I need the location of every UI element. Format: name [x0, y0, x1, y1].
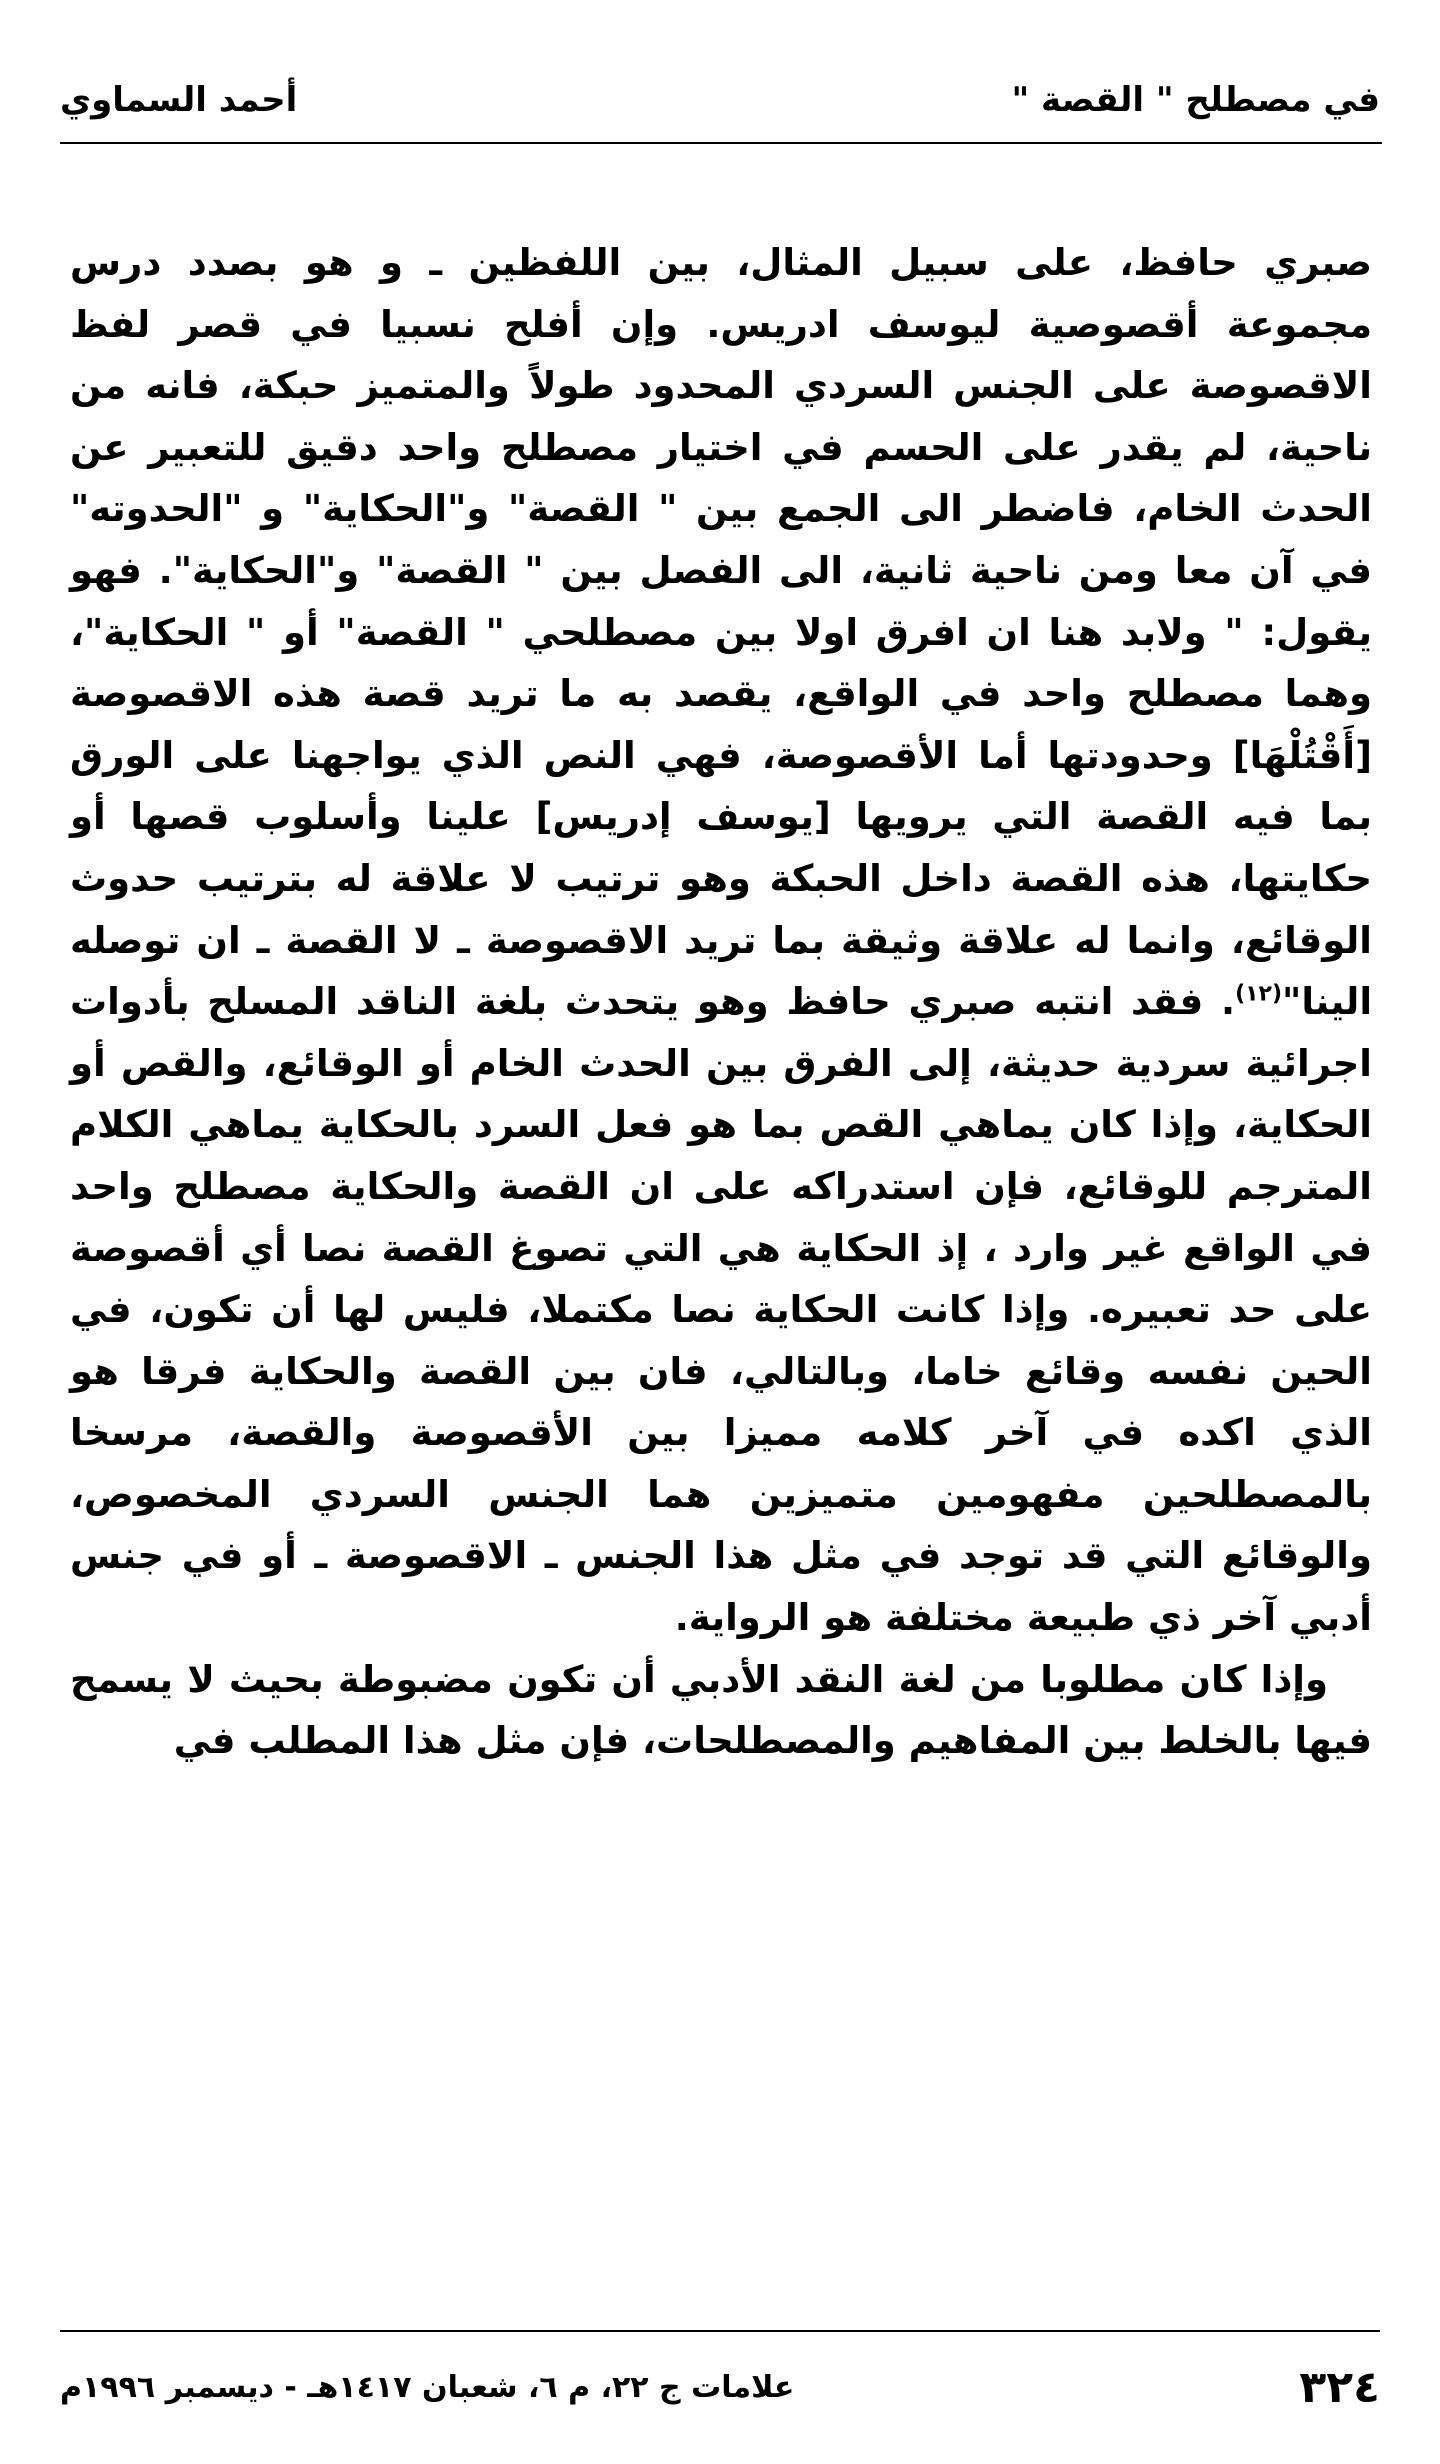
header-author-name: أحمد السماوي [60, 80, 298, 120]
page-number: ٣٢٤ [1299, 2362, 1380, 2413]
paragraph-1 [70, 232, 1372, 1649]
footer-rule [60, 2330, 1380, 2332]
paragraph-1-text-a: صبري حافظ، على سبيل المثال، بين اللفظين ـ و هو بصدد درس مجموعة أقصوصية ليوسف ادريس. وإن أفلح نسبيا في قصر لفظ الاقصوصة على الجنس السردي المحدود طولاً والمتميز حبكة، فانه من ناحية، لم يقدر على الحسم في اختيار مصطلح واحد دقيق للتعبير عن الحدث الخام، فاضطر الى الجمع بين " القصة" و"الحكاية" و "الحدوته" في آن معا ومن ناحية ثانية، الى الفصل بين " القصة" و"الحكاية". فهو يقول: " ولابد هنا ان افرق اولا بين مصطلحي " القصة" أو " الحكاية"، وهما مصطلح واحد في الواقع، يقصد به ما تريد قصة هذه الاقصوصة [أَقْتُلْهَا] وحدودتها أما الأقصوصة، فهي النص الذي يواجهنا على الورق بما فيه القصة التي يرويها [يوسف إدريس] علينا وأسلوب قصها أو حكايتها، هذه القصة داخل الحبكة وهو ترتيب لا علاقة له بترتيب حدوث الوقائع، وانما له علاقة وثيقة بما تريد الاقصوصة ـ لا القصة ـ ان توصله الينا" [70, 241, 1372, 1024]
journal-issue-info: علامات ج ٢٢، م ٦، شعبان ١٤١٧هـ - ديسمبر ١٩٩٦م [60, 2370, 795, 2405]
paragraph-2: وإذا كان مطلوبا من لغة النقد الأدبي أن تكون مضبوطة بحيث لا يسمح فيها بالخلط بين المفاهيم والمصطلحات، فإن مثل هذا المطلب في [70, 1657, 1372, 1763]
paragraph-1-text-b: . فقد انتبه صبري حافظ وهو يتحدث بلغة الناقد المسلح بأدوات اجرائية سردية حديثة، إلى الفرق بين الحدث الخام أو الوقائع، والقص أو الحكاية، وإذا كان يماهي القص بما هو فعل السرد بالحكاية يماهي الكلام المترجم للوقائع، فإن استدراكه على ان القصة والحكاية مصطلح واحد في الواقع غير وارد ، إذ الحكاية هي التي تصوغ القصة نصا أي أقصوصة على حد تعبيره. وإذا كانت الحكاية نصا مكتملا، فليس لها أن تكون، في الحين نفسه وقائع خاما، وبالتالي، فان بين القصة والحكاية فرقا هو الذي اكده في آخر كلامه مميزا بين الأقصوصة والقصة، مرسخا بالمصطلحين مفهومين متميزين هما الجنس السردي المخصوص، والوقائع التي قد توجد في مثل هذا الجنس ـ الاقصوصة ـ أو في جنس أدبي آخر ذي طبيعة مختلفة هو الرواية. [70, 980, 1372, 1640]
running-header [60, 70, 1380, 140]
running-footer [60, 2362, 1380, 2432]
header-article-title: في مصطلح " القصة " [1011, 80, 1380, 120]
body-text [70, 232, 1372, 1772]
header-rule [60, 142, 1382, 144]
footnote-reference: (١٢) [1235, 981, 1283, 1007]
